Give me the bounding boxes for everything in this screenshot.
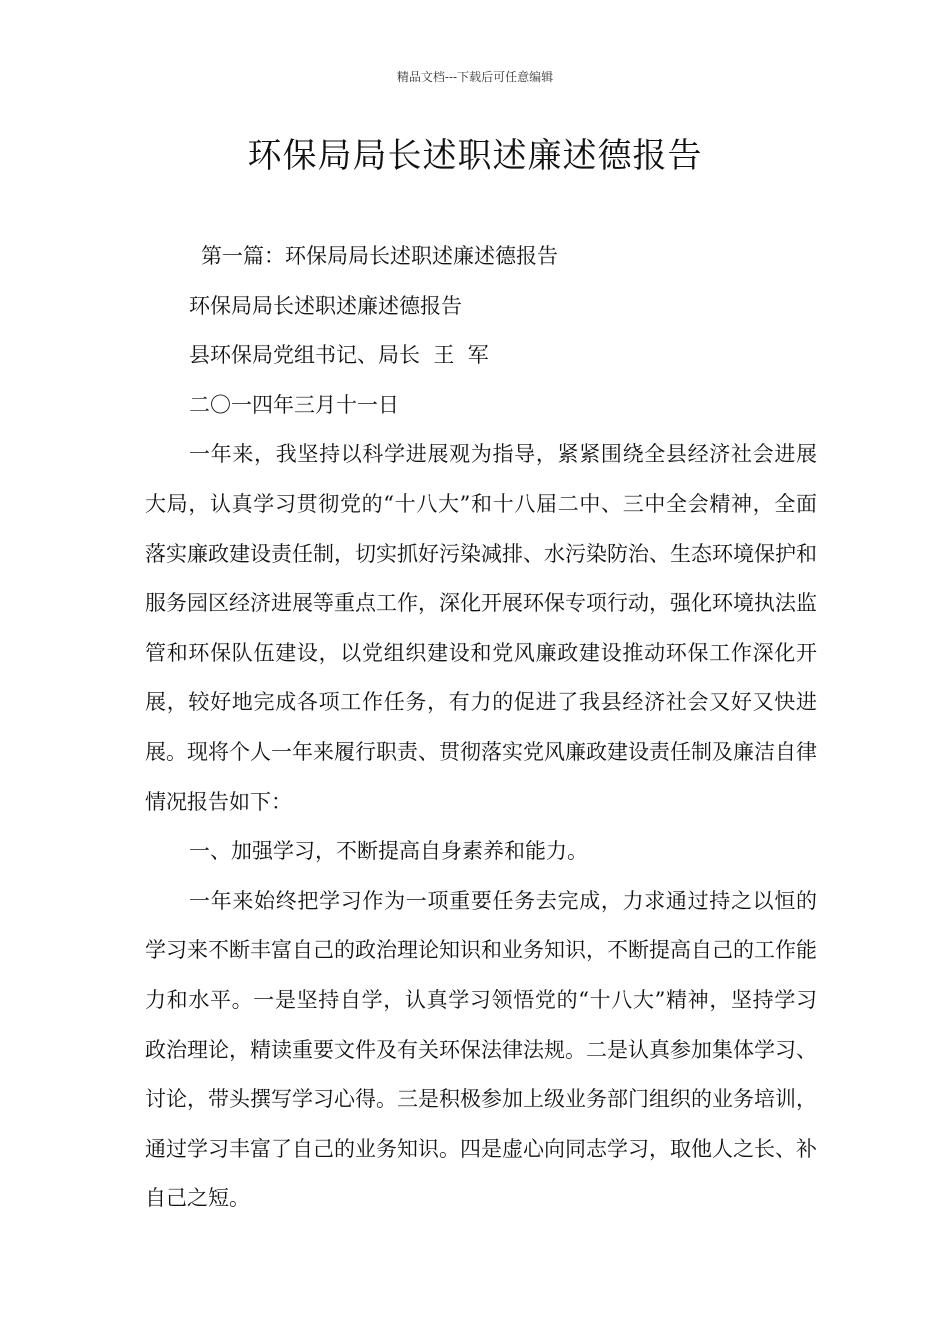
author-line: 县环保局党组书记、局长 王 军 (189, 343, 489, 368)
document-title: 环保局局长述职述廉述德报告 (247, 136, 703, 176)
header-note: 精品文档---下载后可任意编辑 (396, 70, 554, 84)
document-body (145, 232, 817, 1224)
section-heading: 第一篇：环保局局长述职述廉述德报告 (201, 244, 558, 268)
subheading-1: 一、加强学习，不断提高自身素养和能力。 (189, 839, 588, 864)
report-title-line: 环保局局长述职述廉述德报告 (189, 293, 462, 318)
date-line: 二〇一四年三月十一日 (189, 392, 399, 417)
paragraph-intro: 一年来，我坚持以科学进展观为指导，紧紧围绕全县经济社会进展大局，认真学习贯彻党的“十八大”和十八届二中、三中全会精神，全面落实廉政建设责任制，切实抓好污染减排、水污染防治、生态环境保护和服务园区经济进展等重点工作，深化开展环保专项行动，强化环境执法监管和环保队伍建设，以党组织建设和党风廉政建设推动环保工作深化开展，较好地完成各项工作任务，有力的促进了我县经济社会又好又快进展。现将个人一年来履行职责、贯彻落实党风廉政建设责任制及廉洁自律情况报告如下： (145, 442, 817, 814)
paragraph-study: 一年来始终把学习作为一项重要任务去完成，力求通过持之以恒的学习来不断丰富自己的政治理论知识和业务知识，不断提高自己的工作能力和水平。一是坚持自学，认真学习领悟党的“十八大”精神，坚持学习政治理论，精读重要文件及有关环保法律法规。二是认真参加集体学习、讨论，带头撰写学习心得。三是积极参加上级业务部门组织的业务培训，通过学习丰富了自己的业务知识。四是虚心向同志学习，取他人之长、补自己之短。 (145, 888, 817, 1211)
